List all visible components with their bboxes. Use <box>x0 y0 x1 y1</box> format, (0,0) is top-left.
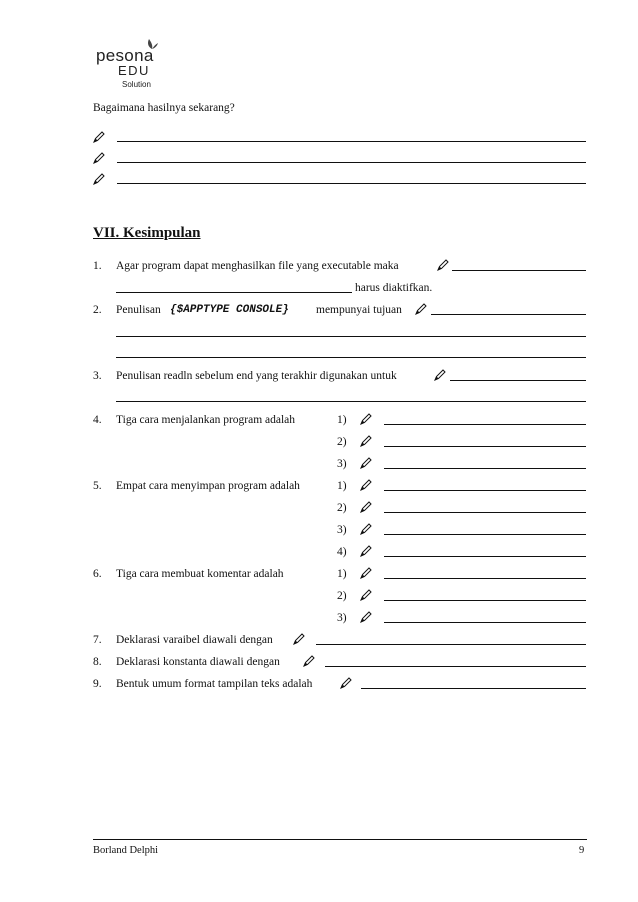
pencil-icon <box>340 677 352 689</box>
item-3-text: Penulisan readln sebelum end yang terakhir digunakan untuk <box>116 370 397 382</box>
item-5-text: Empat cara menyimpan program adalah <box>116 480 300 492</box>
item-2-text-a: Penulisan <box>116 304 161 316</box>
answer-line[interactable] <box>384 622 586 623</box>
pencil-icon <box>93 152 105 164</box>
answer-line[interactable] <box>325 666 586 667</box>
item-number: 9. <box>93 678 102 690</box>
logo-edu: EDU <box>118 63 150 78</box>
pencil-icon <box>360 545 372 557</box>
pencil-icon <box>360 435 372 447</box>
sub-number: 1) <box>337 480 347 492</box>
pencil-icon <box>360 523 372 535</box>
item-number: 8. <box>93 656 102 668</box>
sub-number: 3) <box>337 612 347 624</box>
answer-line[interactable] <box>384 556 586 557</box>
answer-line[interactable] <box>117 162 586 163</box>
logo-solution: Solution <box>122 80 151 89</box>
item-number: 5. <box>93 480 102 492</box>
pencil-icon <box>360 457 372 469</box>
footer-title: Borland Delphi <box>93 845 159 856</box>
sub-number: 3) <box>337 458 347 470</box>
pencil-icon <box>360 611 372 623</box>
item-1-text: Agar program dapat menghasilkan file yang executable maka <box>116 260 399 272</box>
item-6-text: Tiga cara membuat komentar adalah <box>116 568 284 580</box>
answer-line[interactable] <box>116 336 586 337</box>
sub-number: 1) <box>337 414 347 426</box>
question-text: Bagaimana hasilnya sekarang? <box>93 102 235 114</box>
section-heading: VII. Kesimpulan <box>93 225 201 241</box>
sub-number: 3) <box>337 524 347 536</box>
answer-line[interactable] <box>384 578 586 579</box>
answer-line[interactable] <box>384 468 586 469</box>
pencil-icon <box>303 655 315 667</box>
logo-wordmark: pesona <box>96 46 154 65</box>
answer-line[interactable] <box>384 534 586 535</box>
pencil-icon <box>360 567 372 579</box>
answer-line[interactable] <box>316 644 586 645</box>
answer-line[interactable] <box>117 183 586 184</box>
answer-line[interactable] <box>450 380 586 381</box>
sub-number: 2) <box>337 436 347 448</box>
item-4-text: Tiga cara menjalankan program adalah <box>116 414 296 426</box>
answer-line[interactable] <box>361 688 586 689</box>
pencil-icon <box>415 303 427 315</box>
answer-line[interactable] <box>116 401 586 402</box>
answer-line[interactable] <box>117 141 586 142</box>
item-number: 1. <box>93 260 102 272</box>
item-9-text: Bentuk umum format tampilan teks adalah <box>116 678 313 690</box>
item-1-tail: harus diaktifkan. <box>355 282 433 294</box>
footer-rule <box>93 839 587 840</box>
pencil-icon <box>293 633 305 645</box>
logo <box>96 38 176 94</box>
answer-line[interactable] <box>452 270 586 271</box>
answer-line[interactable] <box>384 490 586 491</box>
pencil-icon <box>434 369 446 381</box>
pencil-icon <box>360 501 372 513</box>
answer-line[interactable] <box>384 424 586 425</box>
item-number: 4. <box>93 414 102 426</box>
pencil-icon <box>360 479 372 491</box>
answer-line[interactable] <box>384 512 586 513</box>
answer-line[interactable] <box>116 357 586 358</box>
item-8-text: Deklarasi konstanta diawali dengan <box>116 656 280 668</box>
answer-line[interactable] <box>431 314 586 315</box>
pencil-icon <box>437 259 449 271</box>
answer-line[interactable] <box>384 446 586 447</box>
pencil-icon <box>360 589 372 601</box>
sub-number: 1) <box>337 568 347 580</box>
answer-line[interactable] <box>116 292 352 293</box>
sub-number: 4) <box>337 546 347 558</box>
page-number: 9 <box>579 845 585 856</box>
item-7-text: Deklarasi varaibel diawali dengan <box>116 634 273 646</box>
answer-line[interactable] <box>384 600 586 601</box>
item-number: 7. <box>93 634 102 646</box>
item-number: 2. <box>93 304 102 316</box>
sub-number: 2) <box>337 590 347 602</box>
item-number: 3. <box>93 370 102 382</box>
pencil-icon <box>360 413 372 425</box>
pencil-icon <box>93 173 105 185</box>
item-number: 6. <box>93 568 102 580</box>
item-2-text-b: mempunyai tujuan <box>316 304 402 316</box>
sub-number: 2) <box>337 502 347 514</box>
item-2-code: {$APPTYPE CONSOLE} <box>170 304 289 316</box>
pencil-icon <box>93 131 105 143</box>
